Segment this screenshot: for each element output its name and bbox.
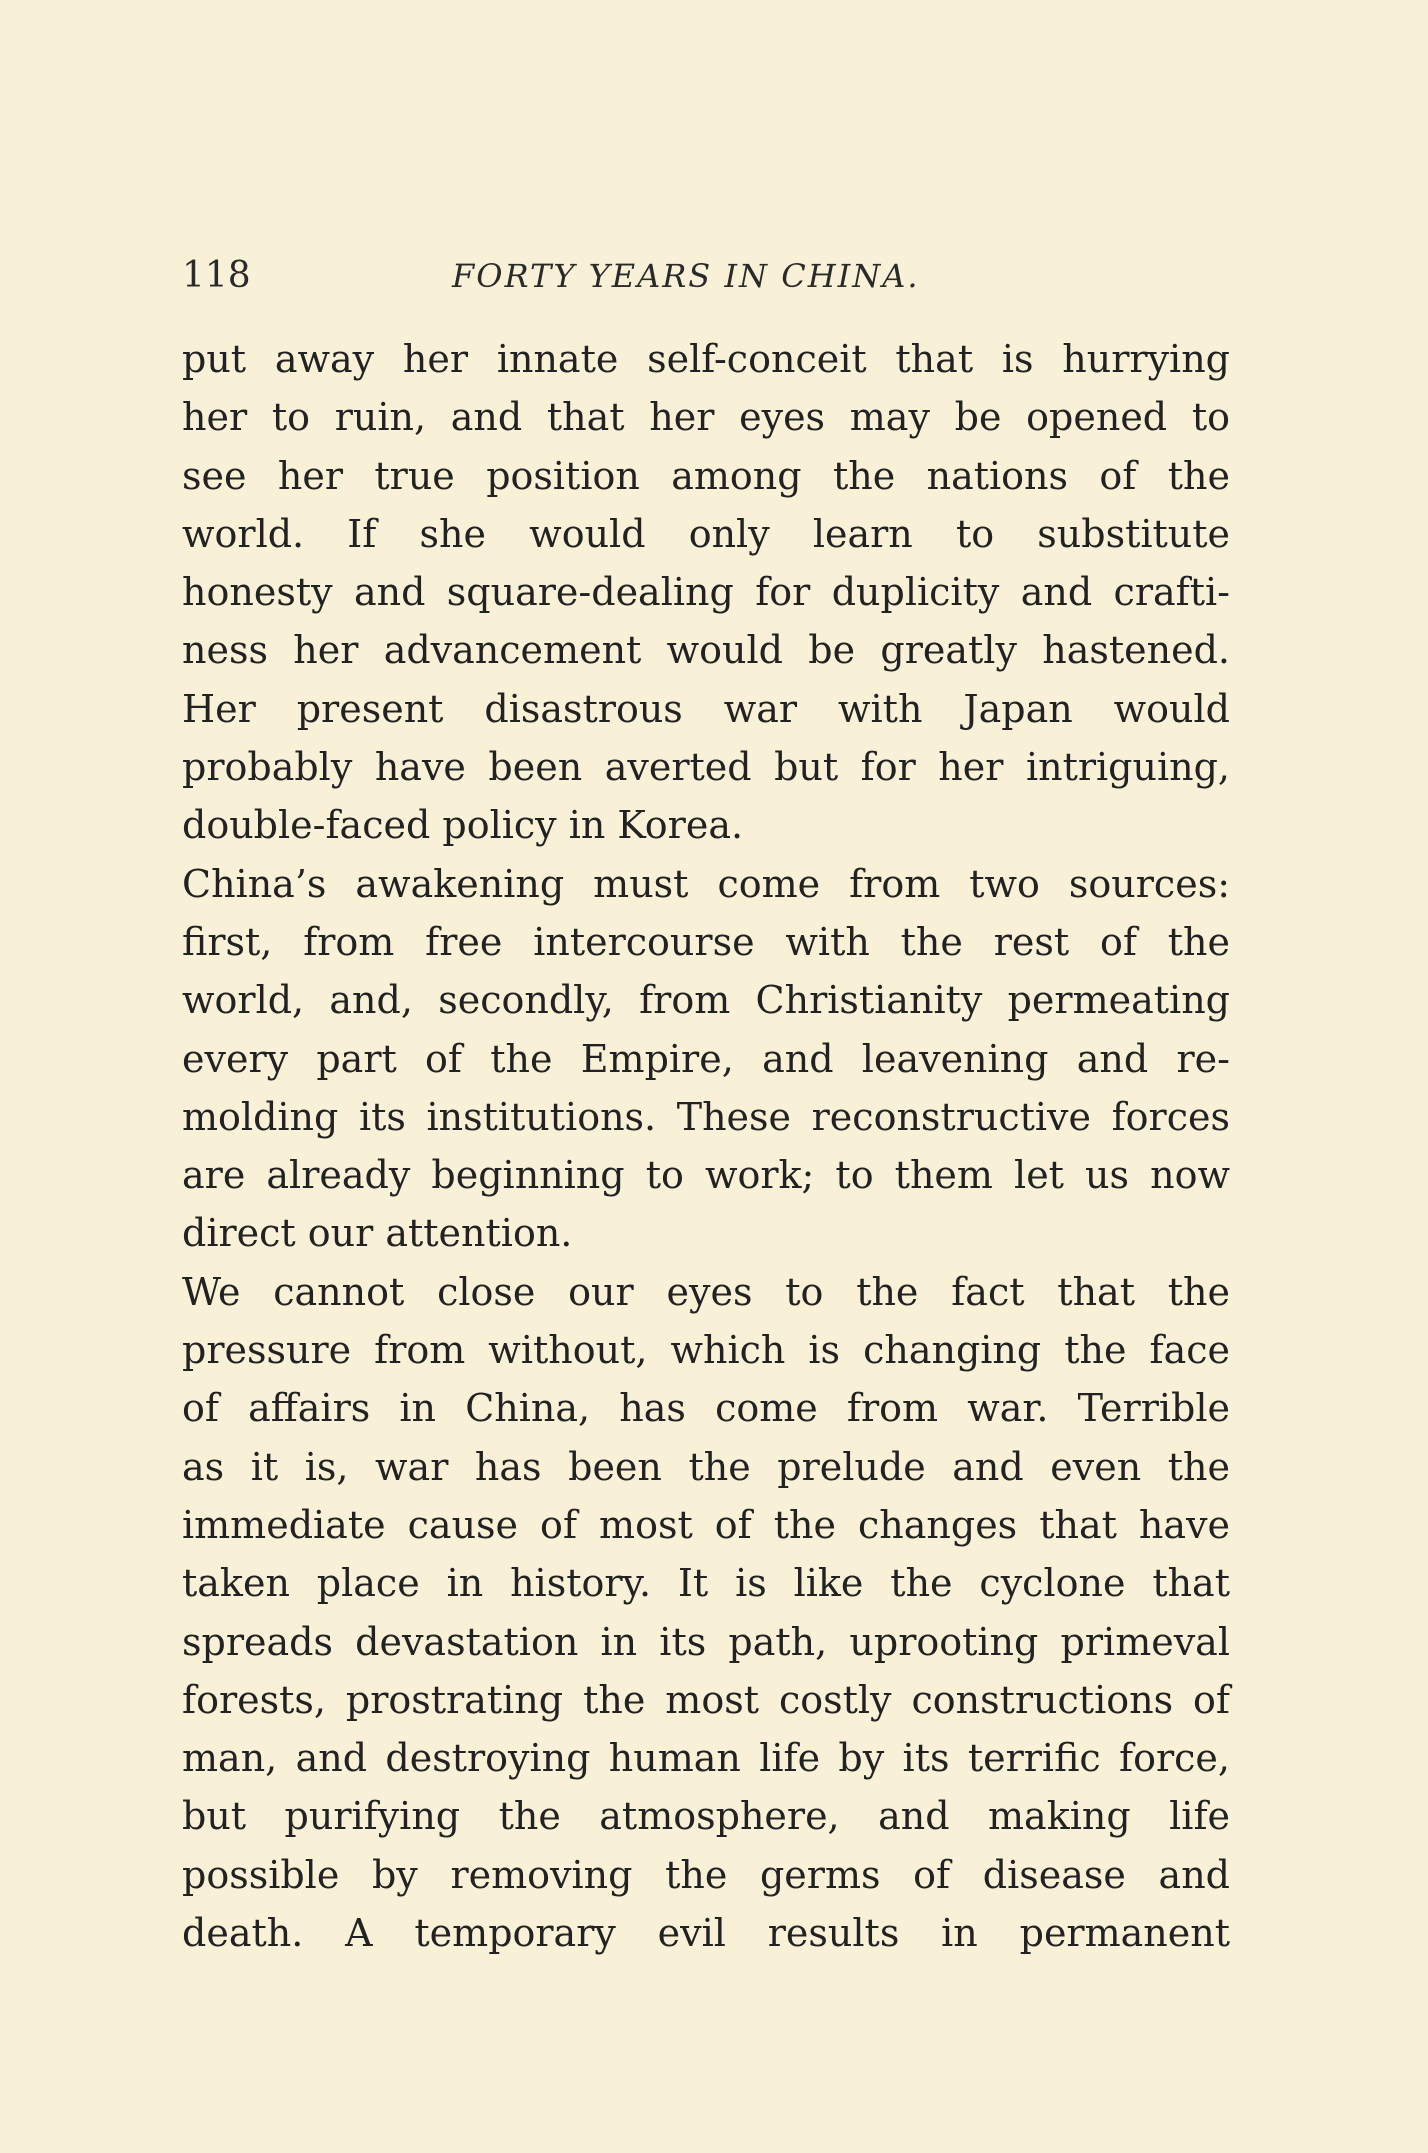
text-line: see her true position among the nations of the — [182, 453, 1230, 498]
text-line: every part of the Empire, and leavening and re- — [182, 1036, 1230, 1081]
text-line: spreads devastation in its path, uprooting primeval — [182, 1619, 1230, 1664]
text-line: are already beginning to work; to them let us now — [182, 1153, 1230, 1198]
text-line: China’s awakening must come from two sources: — [182, 861, 1230, 906]
text-line: world. If she would only learn to substitute — [182, 511, 1230, 556]
text-line: but purifying the atmosphere, and making life — [182, 1794, 1230, 1839]
text-line: first, from free intercourse with the rest of the — [182, 919, 1230, 964]
text-line: pressure from without, which is changing the face — [182, 1328, 1230, 1373]
text-line: molding its institutions. These reconstructive forces — [182, 1094, 1230, 1139]
text-line: possible by removing the germs of disease and — [182, 1852, 1230, 1897]
text-line: We cannot close our eyes to the fact that the — [182, 1269, 1230, 1314]
text-line: world, and, secondly, from Christianity permeating — [182, 978, 1230, 1023]
text-line: direct our attention. — [182, 1211, 573, 1256]
body-text — [182, 330, 1230, 1962]
text-line: her to ruin, and that her eyes may be opened to — [182, 395, 1230, 440]
text-line: immediate cause of most of the changes that have — [182, 1502, 1230, 1547]
text-line: of affairs in China, has come from war. Terrible — [182, 1386, 1230, 1431]
text-line: taken place in history. It is like the cyclone that — [182, 1561, 1230, 1606]
text-line: double-faced policy in Korea. — [182, 803, 744, 848]
text-line: as it is, war has been the prelude and even the — [182, 1444, 1230, 1489]
text-line: honesty and square-dealing for duplicity and crafti- — [182, 570, 1230, 615]
text-line: forests, prostrating the most costly constructions of — [182, 1677, 1230, 1722]
text-line: put away her innate self-conceit that is hurrying — [182, 337, 1230, 381]
text-line: Her present disastrous war with Japan would — [182, 686, 1230, 731]
text-line: probably have been averted but for her intriguing, — [182, 745, 1230, 790]
text-line: ness her advancement would be greatly hastened. — [182, 628, 1230, 673]
page-number: 118 — [182, 255, 251, 296]
running-title: FORTY YEARS IN CHINA. — [452, 257, 920, 295]
text-line: man, and destroying human life by its terrific force, — [182, 1736, 1230, 1781]
text-line: death. A temporary evil results in permanent — [182, 1911, 1230, 1956]
page-header — [182, 256, 1230, 296]
